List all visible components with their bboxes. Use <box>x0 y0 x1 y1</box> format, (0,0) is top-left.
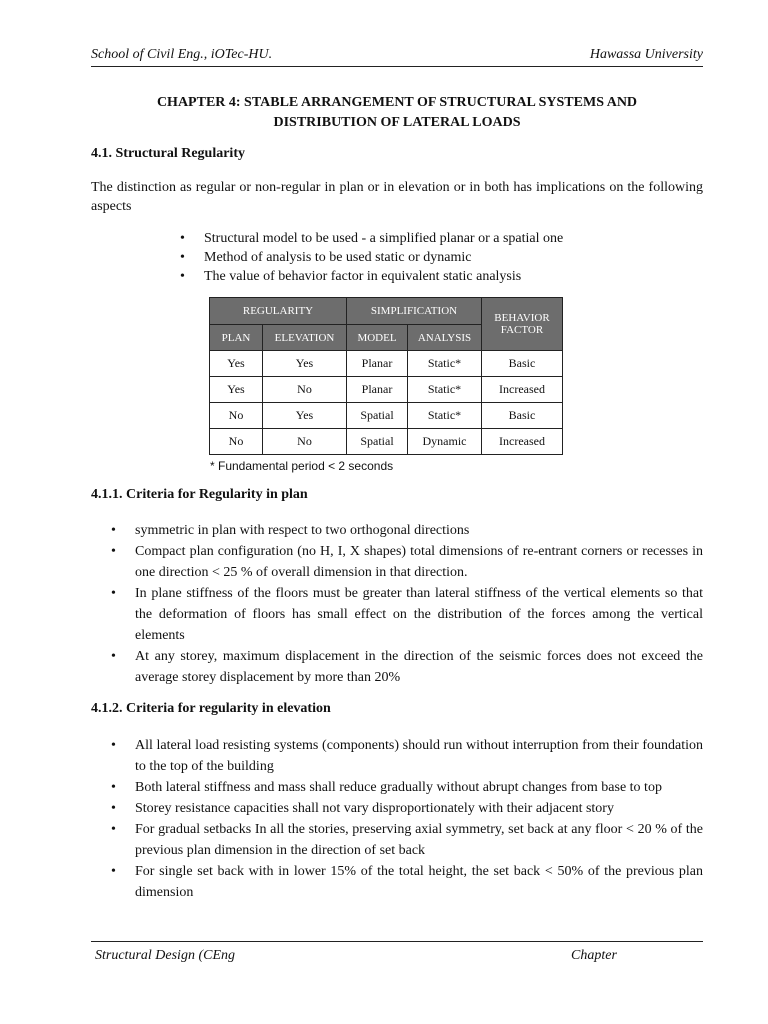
heading-structural-regularity: 4.1. Structural Regularity <box>91 146 245 161</box>
table-cell: No <box>210 429 263 455</box>
table-cell: Yes <box>210 351 263 377</box>
table-row <box>210 429 563 455</box>
list-item: • Structural model to be used - a simplified planar or a spatial one <box>178 229 698 248</box>
list-item: • The value of behavior factor in equivalent static analysis <box>178 267 698 286</box>
table-cell: Increased <box>482 429 563 455</box>
heading-criteria-elevation: 4.1.2. Criteria for regularity in elevation <box>91 701 331 716</box>
header-university: Hawassa University <box>589 47 703 62</box>
list-item: • All lateral load resisting systems (components) should run without interruption from their foundation to the top of the building <box>109 735 703 777</box>
aspects-list <box>178 229 698 286</box>
header-behavior-factor: BEHAVIOR FACTOR <box>482 298 563 351</box>
table-cell: Basic <box>482 403 563 429</box>
table-footnote: * Fundamental period < 2 seconds <box>210 459 394 473</box>
header-model: MODEL <box>347 325 408 351</box>
list-item: • Both lateral stiffness and mass shall reduce gradually without abrupt changes from base to top <box>109 777 703 798</box>
footer-course: Structural Design (CEng <box>95 948 235 963</box>
heading-criteria-plan: 4.1.1. Criteria for Regularity in plan <box>91 487 308 502</box>
list-item: • Method of analysis to be used static or dynamic <box>178 248 698 267</box>
intro-paragraph: The distinction as regular or non-regular in plan or in elevation or in both has implications on the following aspects <box>91 180 703 214</box>
list-item: • For gradual setbacks In all the stories, preserving axial symmetry, set back at any floor < 20 % of the previous plan dimension in the direction of set back <box>109 819 703 861</box>
list-item: • Storey resistance capacities shall not vary disproportionately with their adjacent story <box>109 798 703 819</box>
header-plan: PLAN <box>210 325 263 351</box>
table-row <box>210 351 563 377</box>
table-row <box>210 377 563 403</box>
chapter-title-line-1: CHAPTER 4: STABLE ARRANGEMENT OF STRUCTURAL SYSTEMS AND <box>156 95 638 110</box>
table-group-header-row <box>210 298 563 325</box>
header-simplification: SIMPLIFICATION <box>347 298 482 325</box>
table-cell: Yes <box>263 403 347 429</box>
table-cell: Planar <box>347 377 408 403</box>
list-item: • symmetric in plan with respect to two orthogonal directions <box>109 520 703 541</box>
table-cell: Static* <box>408 377 482 403</box>
table-cell: Spatial <box>347 403 408 429</box>
footer-chapter: Chapter <box>571 948 617 963</box>
page-header <box>91 46 703 67</box>
header-school: School of Civil Eng., iOTec-HU. <box>91 47 273 62</box>
table-cell: Static* <box>408 403 482 429</box>
table-cell: Planar <box>347 351 408 377</box>
chapter-title-line-2: DISTRIBUTION OF LATERAL LOADS <box>273 115 521 130</box>
table-cell: No <box>210 403 263 429</box>
table-row <box>210 403 563 429</box>
chapter-title <box>91 93 703 133</box>
table-cell: No <box>263 377 347 403</box>
list-item: • For single set back with in lower 15% of the total height, the set back < 50% of the previous plan dimension <box>109 861 703 903</box>
elevation-criteria-list <box>109 735 703 903</box>
list-item: • At any storey, maximum displacement in the direction of the seismic forces does not exceed the average storey displacement by more than 20% <box>109 646 703 688</box>
table-cell: Spatial <box>347 429 408 455</box>
list-item: • In plane stiffness of the floors must be greater than lateral stiffness of the vertical elements so that the deformation of floors has small effect on the distribution of the forces among the vertical elements <box>109 583 703 646</box>
list-item: • Compact plan configuration (no H, I, X shapes) total dimensions of re-entrant corners or recesses in one direction < 25 % of overall dimension in that direction. <box>109 541 703 583</box>
header-regularity: REGULARITY <box>210 298 347 325</box>
table-cell: Increased <box>482 377 563 403</box>
table-cell: Dynamic <box>408 429 482 455</box>
header-analysis: ANALYSIS <box>408 325 482 351</box>
table-cell: Static* <box>408 351 482 377</box>
regularity-table <box>209 297 563 455</box>
page-footer <box>91 941 703 982</box>
plan-criteria-list <box>109 520 703 688</box>
table-cell: Basic <box>482 351 563 377</box>
table-cell: No <box>263 429 347 455</box>
table-cell: Yes <box>263 351 347 377</box>
header-elevation: ELEVATION <box>263 325 347 351</box>
table-cell: Yes <box>210 377 263 403</box>
